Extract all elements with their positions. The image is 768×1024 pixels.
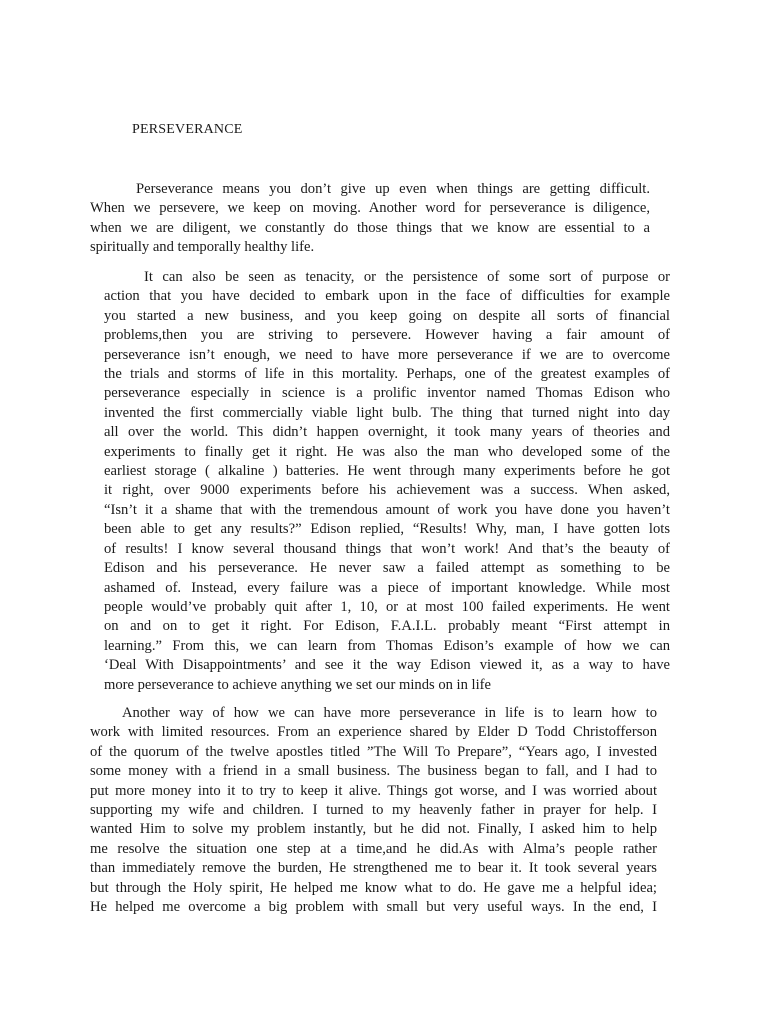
text-line: He helped me overcome a big problem with small but very useful ways. In the end, I (90, 899, 657, 916)
text-line: you started a new business, and you keep going on despite all sorts of financial (104, 307, 670, 324)
text-line: me resolve the situation one step at a time,and he did.As with Alma’s people rather (90, 840, 657, 857)
text-line: perseverance isn’t enough, we need to have more perseverance if we are to overcome (104, 346, 670, 363)
text-line: “Isn’t it a shame that with the tremendous amount of work you have done you haven’t (104, 501, 670, 518)
text-line: all over the world. This didn’t happen overnight, it took many years of theories and (104, 424, 670, 441)
text-line: some money with a friend in a small business. The business began to fall, and I had to (90, 763, 657, 780)
text-line: earliest storage ( alkaline ) batteries. He went through many experiments before he got (104, 463, 670, 480)
text-line: wanted Him to solve my problem instantly, but he did not. Finally, I asked him to help (90, 821, 657, 838)
text-line: than immediately remove the burden, He strengthened me to bear it. It took several years (90, 860, 657, 877)
paragraph-3 (90, 704, 657, 917)
paragraph-1 (90, 180, 650, 258)
text-line: learning.” From this, we can learn from Thomas Edison’s example of how we can (104, 637, 670, 654)
text-line: Edison and his perseverance. He never saw a failed attempt as something to be (104, 560, 670, 577)
text-line: experiments to finally get it right. He was also the man who developed some of the (104, 443, 670, 460)
text-line: action that you have decided to embark upon in the face of difficulties for example (104, 288, 670, 305)
text-line: problems,then you are striving to persevere. However having a fair amount of (104, 327, 670, 344)
text-line: It can also be seen as tenacity, or the persistence of some sort of purpose or (144, 269, 670, 285)
text-line: of results! I know several thousand things that won’t work! And that’s the beauty of (104, 540, 670, 557)
text-line: put more money into it to try to keep it alive. Things got worse, and I was worried about (90, 782, 657, 799)
text-line: work with limited resources. From an experience shared by Elder D Todd Christofferson (90, 724, 657, 741)
document-title: PERSEVERANCE (132, 122, 243, 137)
text-line: people would’ve probably quit after 1, 10, or at most 100 failed experiments. He went (104, 598, 670, 615)
text-line: supporting my wife and children. I turned to my heavenly father in prayer for help. I (90, 802, 657, 819)
text-line: perseverance especially in science is a prolific inventor named Thomas Edison who (104, 385, 670, 402)
text-line: invented the first commercially viable light bulb. The thing that turned night into day (104, 404, 670, 421)
text-line: when we are diligent, we constantly do those things that we know are essential to a (90, 219, 650, 236)
text-line: ashamed of. Instead, every failure was a piece of important knowledge. While most (104, 579, 670, 596)
text-line: spiritually and temporally healthy life. (90, 239, 315, 256)
text-line: been able to get any results?” Edison replied, “Results! Why, man, I have gotten lots (104, 521, 670, 538)
paragraph-2 (104, 268, 670, 695)
text-line: but through the Holy spirit, He helped me know what to do. He gave me a helpful idea; (90, 879, 657, 896)
text-line: When we persevere, we keep on moving. Another word for perseverance is diligence, (90, 200, 650, 217)
text-line: of the quorum of the twelve apostles titled ”The Will To Prepare”, “Years ago, I invested (90, 743, 657, 760)
text-line: the trials and storms of life in this mortality. Perhaps, one of the greatest examples of (104, 366, 670, 383)
text-line: on and on to get it right. For Edison, F.A.I.L. probably meant “First attempt in (104, 618, 670, 635)
text-line: more perseverance to achieve anything we set our minds on in life (104, 676, 492, 693)
text-line: it right, over 9000 experiments before his achievement was a success. When asked, (104, 482, 670, 499)
text-line: ‘Deal With Disappointments’ and see it the way Edison viewed it, as a way to have (104, 657, 670, 674)
text-line: Another way of how we can have more perseverance in life is to learn how to (122, 705, 657, 721)
text-line: Perseverance means you don’t give up even when things are getting difficult. (136, 181, 650, 197)
